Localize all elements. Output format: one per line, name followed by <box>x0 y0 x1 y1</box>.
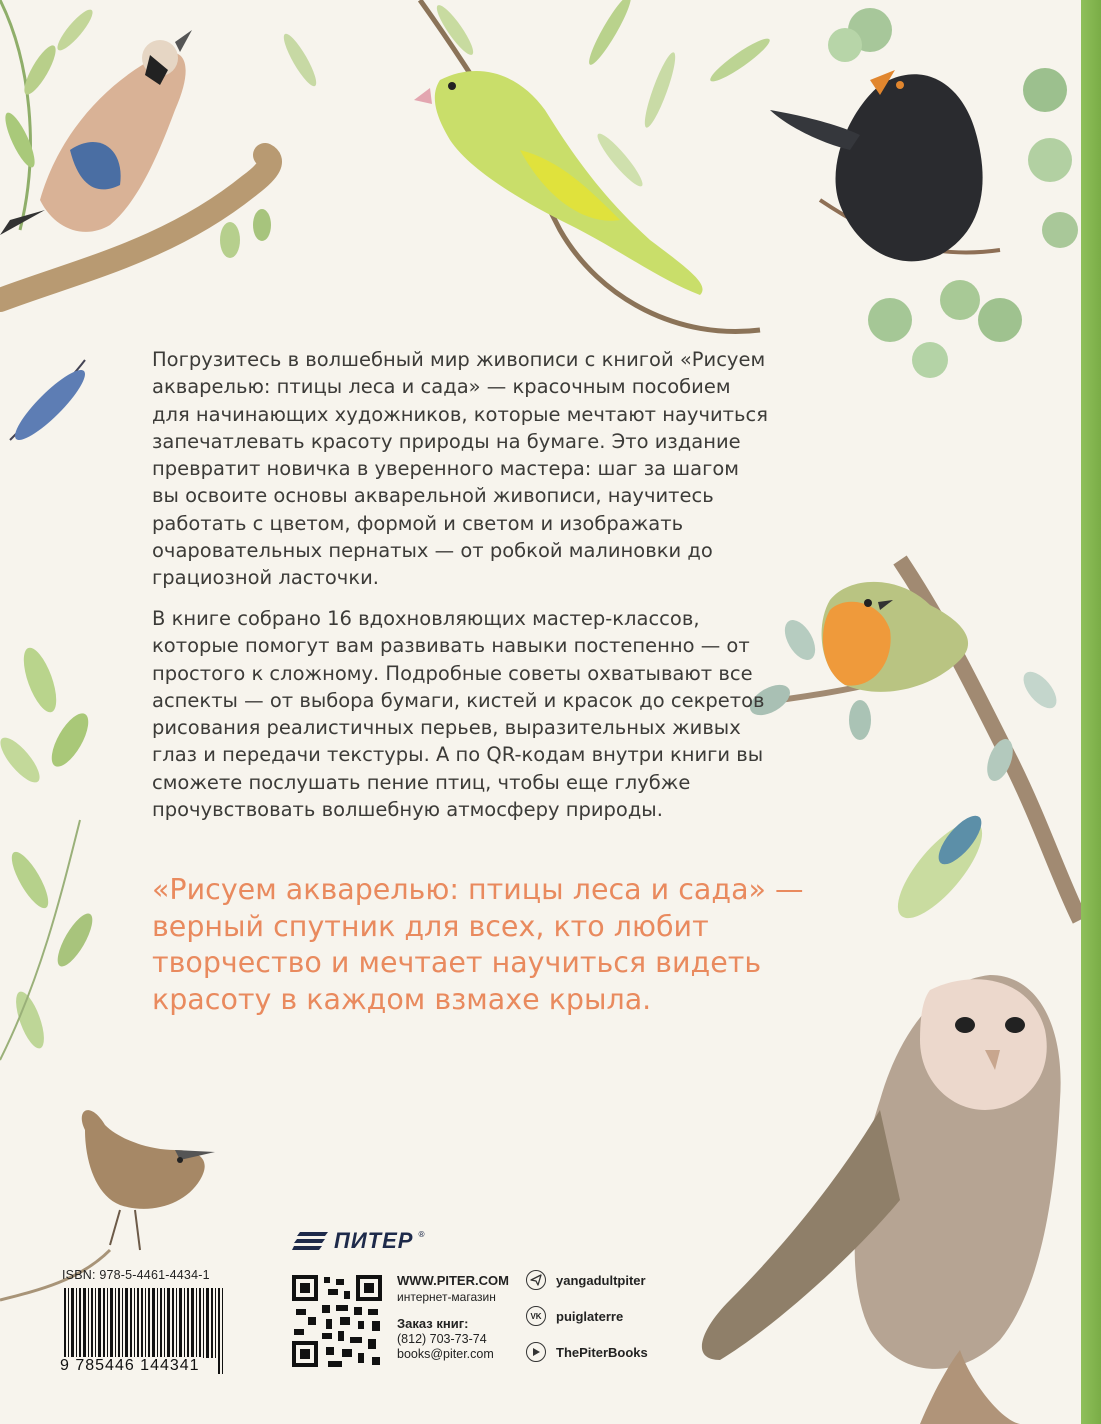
telegram-icon <box>526 1270 546 1290</box>
description-paragraph-1: Погрузитесь в волшебный мир живописи с книгой «Рисуем акварелью: птицы леса и сада» — красочным пособием для начинающих художников, которые мечтают научиться запечатлевать красоту природы на бумаге. Это издание превратит новичка в уверенного мастера: шаг за шагом вы освоите основы акварельной живописи, научитесь работать с цветом, формой и светом и изображать очаровательных пернатых — от робкой малиновки до грациозной ласточки. <box>152 348 768 590</box>
left-foliage <box>0 644 99 1060</box>
vk-icon: VK <box>526 1306 546 1326</box>
owl-illustration <box>702 975 1061 1424</box>
wren-illustration <box>82 1110 215 1250</box>
isbn-label: ISBN: 978-5-4461-4434-1 <box>62 1268 210 1282</box>
social-handle: yangadultpiter <box>556 1272 646 1288</box>
publisher-logo <box>292 1228 425 1254</box>
qr-code <box>292 1275 382 1367</box>
greenfinch-illustration <box>279 0 774 332</box>
robin-illustration <box>745 560 1080 920</box>
shop-contacts <box>397 1273 509 1361</box>
phone-number: (812) 703-73-74 <box>397 1332 487 1346</box>
feather-illustration <box>8 360 93 447</box>
social-telegram <box>526 1270 646 1290</box>
logo-stripes-icon <box>292 1230 330 1252</box>
feather-illustration-2 <box>885 809 996 930</box>
order-label: Заказ книг: <box>397 1316 469 1331</box>
website-caption: интернет-магазин <box>397 1290 496 1304</box>
social-handle: ThePiterBooks <box>556 1344 648 1360</box>
blackbird-illustration <box>770 8 1078 378</box>
spine-edge <box>1081 0 1101 1424</box>
registered-mark: ® <box>417 1230 426 1239</box>
highlight-quote: «Рисуем акварелью: птицы леса и сада» — верный спутник для всех, кто любит творчество и мечтает научиться видеть красоту в каждом взмахе крыла. <box>152 873 804 1016</box>
publisher-name: ПИТЕР <box>334 1228 414 1253</box>
website-link: WWW.PITER.COM <box>397 1273 509 1288</box>
social-handle: puiglaterre <box>556 1308 624 1324</box>
social-vk <box>526 1306 623 1326</box>
barcode-digits: 9 785446 144341 <box>60 1357 200 1374</box>
email-address: books@piter.com <box>397 1347 494 1361</box>
description-paragraph-2: В книге собрано 16 вдохновляющих мастер-классов, которые помогут вам развивать навыки постепенно — от простого к сложному. Подробные советы охватывают все аспекты — от выбора бумаги, кистей и красок до секретов рисования реалистичных перьев, выразительных живых глаз и передачи текстуры. А по QR-кодам внутри книги вы сможете послушать пение птиц, чтобы еще глубже прочувствовать волшебную атмосферу природы. <box>152 607 765 822</box>
jay-illustration <box>0 0 271 300</box>
play-icon <box>526 1342 546 1362</box>
social-video <box>526 1342 648 1362</box>
